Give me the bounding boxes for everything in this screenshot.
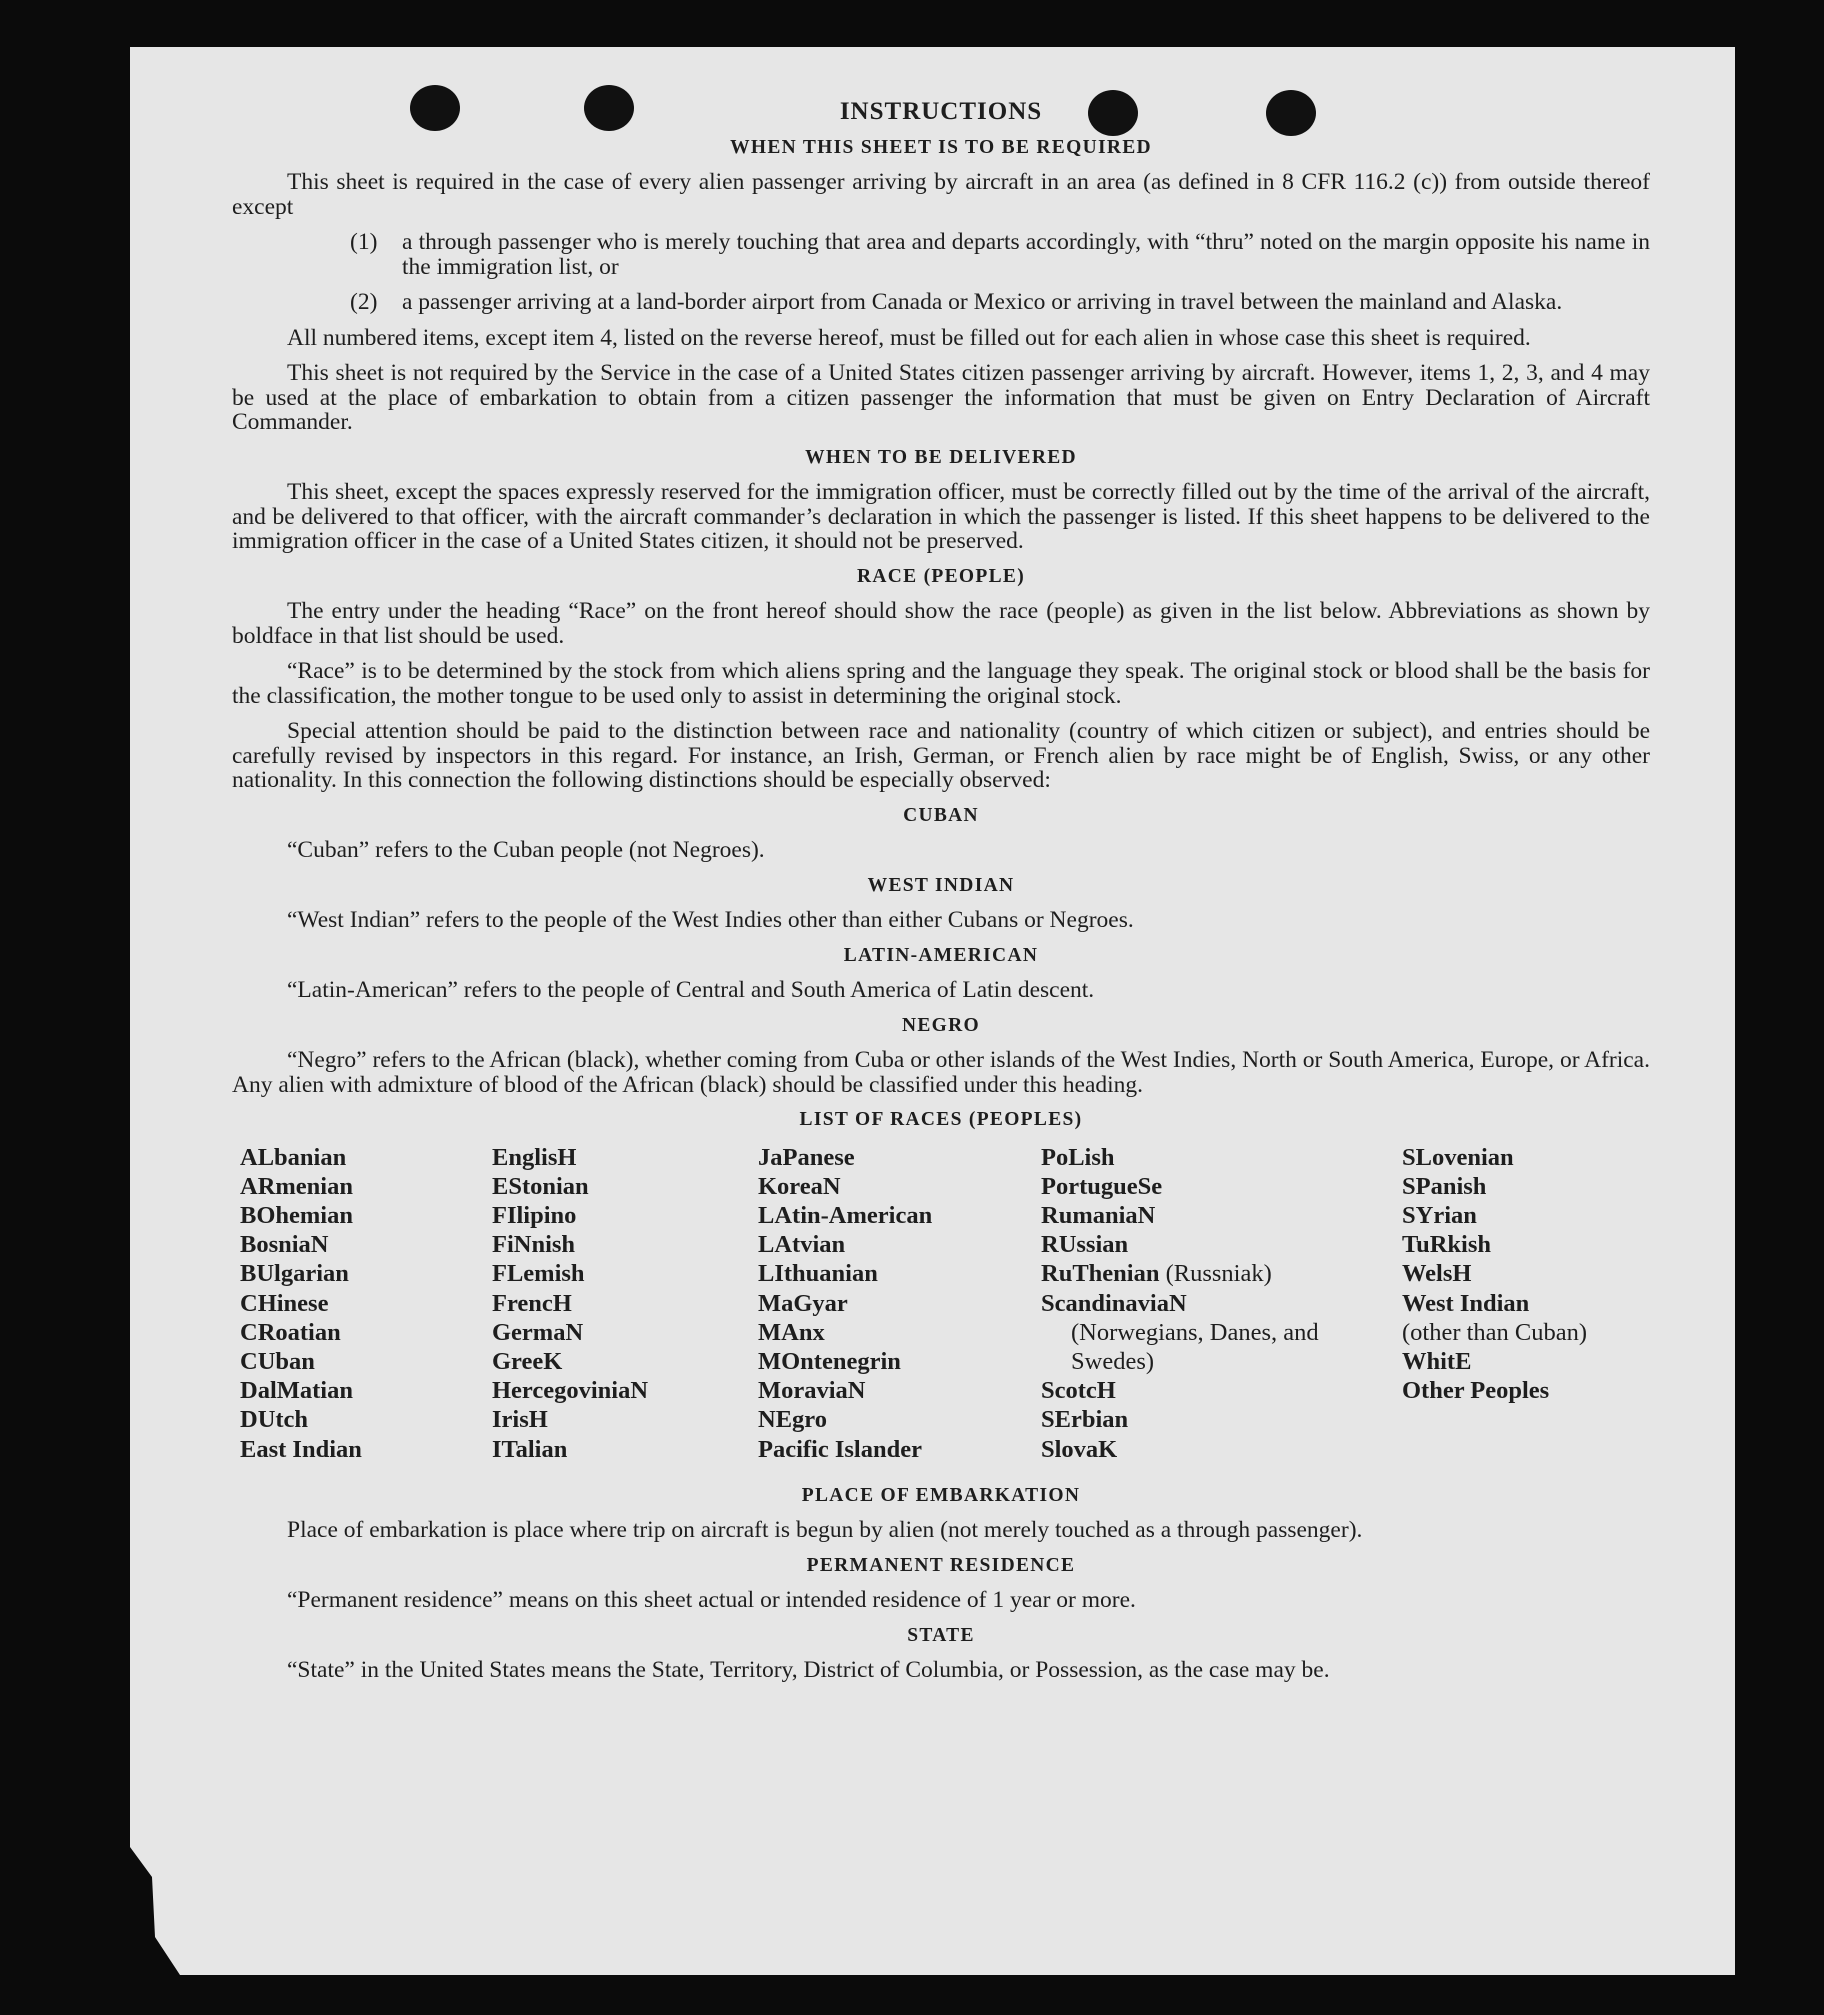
paragraph: “Cuban” refers to the Cuban people (not Negroes). bbox=[287, 837, 765, 863]
heading-when-required: WHEN THIS SHEET IS TO BE REQUIRED bbox=[730, 136, 1152, 158]
race-entry: GreeK bbox=[492, 1347, 563, 1375]
race-entry: LIthuanian bbox=[758, 1260, 878, 1288]
race-entry: CRoatian bbox=[240, 1318, 341, 1346]
race-entry: BosniaN bbox=[240, 1231, 329, 1259]
race-entry: RumaniaN bbox=[1041, 1201, 1156, 1229]
race-entry: WhitE bbox=[1402, 1347, 1472, 1375]
item-number: (2) bbox=[350, 289, 378, 315]
race-entry: EStonian bbox=[492, 1172, 589, 1200]
paragraph: This sheet is required in the case of every alien passenger arriving by aircraft in an area (as defined in 8 CFR 116.2 (c)) from outside thereof except bbox=[232, 169, 1650, 220]
paragraph: This sheet, except the spaces expressly reserved for the immigration officer, must be correctly filled out by the time of the arrival of the aircraft, and be delivered to that officer, with the aircraft commander’s declaration in which the passenger is listed. If this sheet happens to be delivered to the immigration officer in the case of a United States citizen, it should not be preserved. bbox=[232, 479, 1650, 554]
heading-place-of-embarkation: PLACE OF EMBARKATION bbox=[801, 1484, 1081, 1506]
race-entry: EnglisH bbox=[492, 1143, 577, 1171]
race-entry: DalMatian bbox=[240, 1377, 353, 1405]
paragraph: All numbered items, except item 4, listed on the reverse hereof, must be filled out for each alien in whose case this sheet is required. bbox=[287, 324, 1531, 351]
race-entry: CHinese bbox=[240, 1289, 329, 1317]
paragraph: “Permanent residence” means on this sheet actual or intended residence of 1 year or more. bbox=[287, 1587, 1136, 1613]
paragraph: “Negro” refers to the African (black), whether coming from Cuba or other islands of the West Indies, North or South America, Europe, or Africa. Any alien with admixture of blood of the African (black) should be classified under this heading. bbox=[232, 1047, 1650, 1098]
race-note: (other than Cuban) bbox=[1402, 1318, 1588, 1346]
heading-latin-american: LATIN-AMERICAN bbox=[843, 944, 1039, 966]
item-number: (1) bbox=[350, 229, 378, 255]
race-entry: BUlgarian bbox=[240, 1260, 349, 1288]
item-text: a through passenger who is merely touching that area and departs accordingly, with “thru” noted on the margin opposite his name in the immigration list, or bbox=[402, 229, 1650, 280]
race-entry: SlovaK bbox=[1041, 1435, 1118, 1463]
paragraph: “State” in the United States means the State, Territory, District of Columbia, or Possession, as the case may be. bbox=[287, 1657, 1330, 1683]
race-entry: JaPanese bbox=[758, 1143, 855, 1171]
races-column bbox=[240, 1143, 362, 1464]
race-entry: MOntenegrin bbox=[758, 1347, 901, 1375]
races-list bbox=[232, 1143, 1650, 1473]
race-entry: MAnx bbox=[758, 1318, 825, 1346]
instructions-content bbox=[232, 100, 1650, 1694]
race-entry: ARmenian bbox=[240, 1172, 353, 1200]
races-column bbox=[1402, 1143, 1587, 1406]
race-entry: PoLish bbox=[1041, 1143, 1115, 1171]
race-entry: SYrian bbox=[1402, 1201, 1477, 1229]
race-entry: FiNnish bbox=[492, 1231, 576, 1259]
paragraph: “Race” is to be determined by the stock from which aliens spring and the language they speak. The original stock or blood shall be the basis for the classification, the mother tongue to be used only to assist in determining the original stock. bbox=[232, 658, 1650, 709]
race-entry bbox=[1041, 1289, 1341, 1318]
race-entry: CUban bbox=[240, 1347, 315, 1375]
race-name: RuThenian bbox=[1041, 1260, 1160, 1288]
race-entry: Other Peoples bbox=[1402, 1377, 1550, 1405]
race-entry: ScotcH bbox=[1041, 1377, 1116, 1405]
race-entry: MaGyar bbox=[758, 1289, 848, 1317]
heading-permanent-residence: PERMANENT RESIDENCE bbox=[806, 1554, 1076, 1576]
race-entry: TuRkish bbox=[1402, 1231, 1492, 1259]
race-entry: West Indian bbox=[1402, 1289, 1530, 1317]
page-title: INSTRUCTIONS bbox=[839, 98, 1043, 125]
paragraph: “Latin-American” refers to the people of Central and South America of Latin descent. bbox=[287, 977, 1095, 1003]
race-entry: GermaN bbox=[492, 1318, 584, 1346]
race-entry: MoraviaN bbox=[758, 1377, 866, 1405]
race-entry: ITalian bbox=[492, 1435, 568, 1463]
race-entry: IrisH bbox=[492, 1406, 548, 1434]
race-entry: SLovenian bbox=[1402, 1143, 1514, 1171]
race-entry: FrencH bbox=[492, 1289, 572, 1317]
race-entry: NEgro bbox=[758, 1406, 827, 1434]
paragraph: “West Indian” refers to the people of the West Indies other than either Cubans or Negroes. bbox=[287, 907, 1134, 933]
races-column bbox=[758, 1143, 932, 1464]
heading-list-of-races: LIST OF RACES (PEOPLES) bbox=[799, 1109, 1083, 1130]
heading-race: RACE (PEOPLE) bbox=[856, 565, 1026, 587]
race-entry: LAtin-American bbox=[758, 1201, 933, 1229]
heading-west-indian: WEST INDIAN bbox=[867, 874, 1015, 896]
race-entry: SErbian bbox=[1041, 1406, 1129, 1434]
races-column bbox=[492, 1143, 648, 1464]
race-entry: SPanish bbox=[1402, 1172, 1487, 1200]
race-entry: DUtch bbox=[240, 1406, 309, 1434]
race-entry: RUssian bbox=[1041, 1231, 1129, 1259]
race-entry: FIlipino bbox=[492, 1201, 577, 1229]
race-entry: FLemish bbox=[492, 1260, 585, 1288]
paragraph: Special attention should be paid to the distinction between race and nationality (country of which citizen or subject), and entries should be carefully revised by inspectors in this regard. For instance, an Irish, German, or French alien by race might be of English, Swiss, or any other nationality. In this connection the following distinctions should be especially observed: bbox=[232, 718, 1650, 793]
race-note: (Norwegians, Danes, and Swedes) bbox=[1071, 1318, 1319, 1375]
race-note: (Russniak) bbox=[1165, 1260, 1272, 1288]
list-item bbox=[232, 290, 1650, 315]
heading-state: STATE bbox=[907, 1624, 975, 1646]
race-entry: ALbanian bbox=[240, 1143, 347, 1171]
paragraph: This sheet is not required by the Service in the case of a United States citizen passenger arriving by aircraft. However, items 1, 2, 3, and 4 may be used at the place of embarkation to obtain from a citizen passenger the information that must be given on Entry Declaration of Aircraft Commander. bbox=[232, 360, 1650, 435]
race-entry: LAtvian bbox=[758, 1231, 846, 1259]
paragraph: Place of embarkation is place where trip on aircraft is begun by alien (not merely touched as a through passenger). bbox=[287, 1517, 1363, 1543]
race-name: ScandinaviaN bbox=[1041, 1289, 1187, 1317]
heading-negro: NEGRO bbox=[901, 1014, 980, 1036]
race-entry: PortugueSe bbox=[1041, 1172, 1163, 1200]
paragraph: The entry under the heading “Race” on the front hereof should show the race (people) as given in the list below. Abbreviations as shown by boldface in that list should be used. bbox=[232, 598, 1650, 649]
heading-cuban: CUBAN bbox=[903, 804, 979, 826]
heading-when-delivered: WHEN TO BE DELIVERED bbox=[805, 446, 1077, 468]
race-entry: East Indian bbox=[240, 1435, 362, 1463]
race-entry: HercegoviniaN bbox=[492, 1377, 649, 1405]
list-item bbox=[232, 230, 1650, 279]
race-entry: KoreaN bbox=[758, 1172, 841, 1200]
race-entry: BOhemian bbox=[240, 1201, 353, 1229]
race-entry bbox=[1041, 1259, 1341, 1288]
race-entry: Pacific Islander bbox=[758, 1435, 922, 1463]
item-text: a passenger arriving at a land-border airport from Canada or Mexico or arriving in travel between the mainland and Alaska. bbox=[402, 289, 1563, 315]
race-entry: WelsH bbox=[1402, 1260, 1472, 1288]
races-column bbox=[1041, 1143, 1341, 1464]
